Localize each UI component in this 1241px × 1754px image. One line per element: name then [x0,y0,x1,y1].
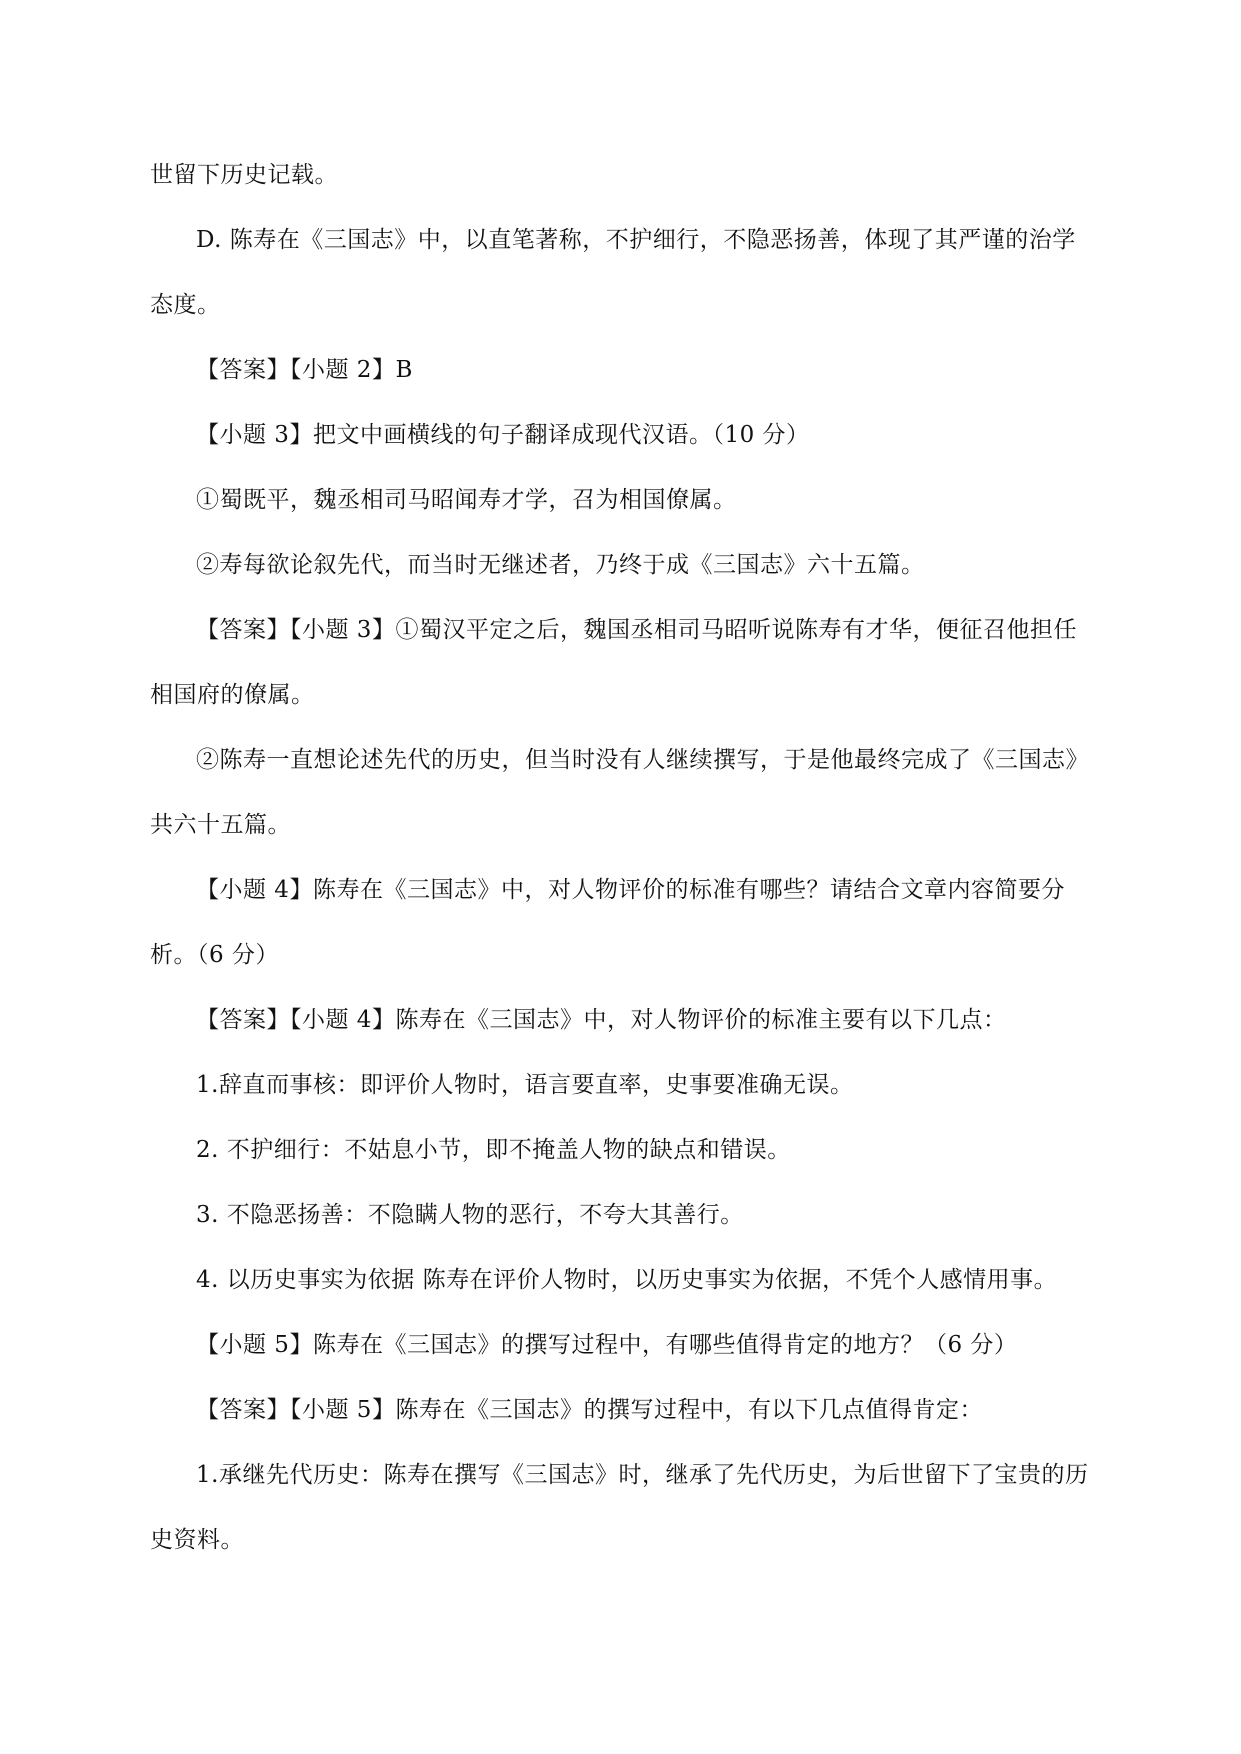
answer-q5-point-1: 1.承继先代历史：陈寿在撰写《三国志》时，继承了先代历史，为后世留下了宝贵的历史资料。 [150,1462,1089,1553]
answer-q3-part-2: ②陈寿一直想论述先代的历史，但当时没有人继续撰写，于是他最终完成了《三国志》共六十五篇。 [150,747,1089,838]
answer-q3-part-1: 【答案】【小题 3】①蜀汉平定之后，魏国丞相司马昭听说陈寿有才华，便征召他担任相国府的僚属。 [150,617,1077,708]
answer-q4-intro: 【答案】【小题 4】陈寿在《三国志》中，对人物评价的标准主要有以下几点： [196,1007,1007,1033]
q3-sentence-2: ②寿每欲论叙先代，而当时无继述者，乃终于成《三国志》六十五篇。 [196,552,925,578]
q3-sentence-1: ①蜀既平，魏丞相司马昭闻寿才学，召为相国僚属。 [196,487,737,513]
question-3: 【小题 3】把文中画横线的句子翻译成现代汉语。（10 分） [196,422,810,448]
document-body [150,143,1090,1573]
question-5: 【小题 5】陈寿在《三国志》的撰写过程中，有哪些值得肯定的地方？（6 分） [196,1332,1018,1358]
answer-q4-point-1: 1.辞直而事核：即评价人物时，语言要直率，史事要准确无误。 [196,1072,854,1098]
answer-q4-point-2: 2. 不护细行：不姑息小节，即不掩盖人物的缺点和错误。 [196,1137,791,1163]
answer-q4-point-4: 4. 以历史事实为依据 陈寿在评价人物时，以历史事实为依据，不凭个人感情用事。 [196,1267,1058,1293]
paragraph-continuation: 世留下历史记载。 [150,162,338,188]
question-4: 【小题 4】陈寿在《三国志》中，对人物评价的标准有哪些？请结合文章内容简要分析。（6 分） [150,877,1065,968]
answer-q5-intro: 【答案】【小题 5】陈寿在《三国志》的撰写过程中，有以下几点值得肯定： [196,1397,983,1423]
option-d: D. 陈寿在《三国志》中，以直笔著称，不护细行，不隐恶扬善，体现了其严谨的治学态度。 [150,227,1076,318]
answer-q2: 【答案】【小题 2】B [196,357,413,383]
answer-q4-point-3: 3. 不隐恶扬善：不隐瞒人物的恶行，不夸大其善行。 [196,1202,744,1228]
